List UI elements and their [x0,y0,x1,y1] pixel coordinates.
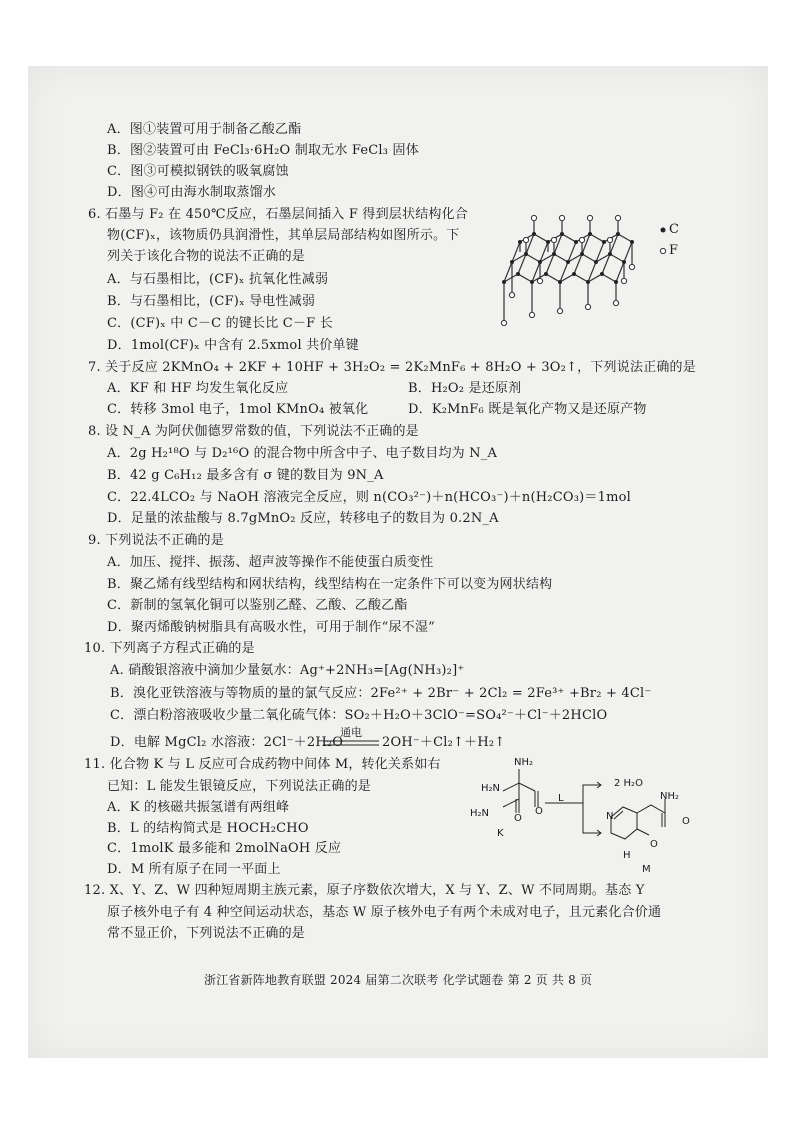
q5-option-b: B．图②装置可由 FeCl₃·6H₂O 制取无水 FeCl₃ 固体 [107,143,419,158]
k-nh2-top-label: NH₂ [514,757,534,768]
q6-option-a: A．与石墨相比，(CF)ₓ 抗氧化性减弱 [107,272,329,287]
q7-option-a: A．KF 和 HF 均发生氧化反应 [107,381,289,396]
k-o-right-label: O [535,806,543,817]
q6-stem-line1: 6. 石墨与 F₂ 在 450℃反应，石墨层间插入 F 得到层状结构化合 [88,207,469,222]
q10-option-d-left: D．电解 MgCl₂ 水溶液：2Cl⁻＋2H₂O [110,735,344,750]
q6-stem-line3: 列关于该化合物的说法不正确的是 [107,249,306,264]
q9-option-a: A．加压、搅拌、振荡、超声波等操作不能使蛋白质变性 [107,555,434,570]
q11-option-d: D．M 所有原子在同一平面上 [107,862,281,877]
q9-stem: 9. 下列说法不正确的是 [88,533,224,548]
q11-option-c: C．1molK 最多能和 2molNaOH 反应 [107,841,342,856]
q10-option-b: B．溴化亚铁溶液与等物质的量的氯气反应：2Fe²⁺ + 2Br⁻ + 2Cl₂ = 2Fe³⁺ +Br₂ + 4Cl⁻ [110,686,652,701]
k-h2n-bottom-label: H₂N [470,808,490,819]
q6-option-c: C．(CF)ₓ 中 C－C 的键长比 C－F 长 [107,316,333,331]
q6-stem-line2: 物(CF)ₓ，该物质仍具润滑性，其单层局部结构如图所示。下 [107,228,460,243]
q7-option-d: D．K₂MnF₆ 既是氧化产物又是还原产物 [408,402,647,417]
q9-option-b: B．聚乙烯有线型结构和网状结构，线型结构在一定条件下可以变为网状结构 [107,577,553,592]
q10-option-c: C．漂白粉溶液吸收少量二氧化硫气体：SO₂＋H₂O＋3ClO⁻=SO₄²⁻＋Cl⁻＋2HClO [110,708,608,723]
q7-option-b: B．H₂O₂ 是还原剂 [408,381,522,396]
q10-option-a: A. 硝酸银溶液中滴加少量氨水：Ag⁺+2NH₃=[Ag(NH₃)₂]⁺ [110,663,465,678]
q8-stem: 8. 设 N_A 为阿伏伽德罗常数的值，下列说法不正确的是 [88,424,419,439]
q5-option-c: C．图③可模拟钢铁的吸氧腐蚀 [107,164,289,179]
q7-stem: 7. 关于反应 2KMnO₄ + 2KF + 10HF + 3H₂O₂ = 2K₂MnF₆ + 8H₂O + 3O₂↑，下列说法正确的是 [88,360,696,375]
q11-option-b: B．L 的结构简式是 HOCH₂CHO [107,821,309,836]
q6-option-b: B．与石墨相比，(CF)ₓ 导电性减弱 [107,294,316,309]
legend-carbon-dot-icon [659,226,667,234]
q7-option-c: C．转移 3mol 电子，1mol KMnO₄ 被氧化 [107,402,369,417]
q5-option-d: D．图④可由海水制取蒸馏水 [107,185,277,200]
q8-option-a: A．2g H₂¹⁸O 与 D₂¹⁶O 的混合物中所含中子、电子数目均为 N_A [107,446,498,461]
legend-fluorine-circle-icon [659,247,667,255]
q12-stem-line3: 常不显正价，下列说法不正确的是 [107,926,306,941]
q11-stem-line1: 11. 化合物 K 与 L 反应可合成药物中间体 M，转化关系如右 [84,757,441,772]
q10-option-d-right: 2OH⁻＋Cl₂↑＋H₂↑ [382,735,506,750]
k-o-bottom-label: O [514,813,522,824]
q12-stem-line2: 原子核外电子有 4 种空间运动状态，基态 W 原子核外电子有两个未成对电子，且元素化合价通 [107,905,662,920]
legend-fluorine-label: F [669,243,679,258]
compound-k-label: K [497,828,504,839]
q9-option-d: D．聚丙烯酸钠树脂具有高吸水性，可用于制作“尿不湿” [107,620,435,635]
q10-stem: 10. 下列离子方程式正确的是 [84,641,255,656]
q8-option-b: B．42 g C₆H₁₂ 最多含有 σ 键的数目为 9N_A [107,468,384,483]
q5-option-a: A．图①装置可用于制备乙酸乙酯 [107,122,302,137]
cf-layer-structure-figure [490,212,650,337]
reagent-l-label: L [558,793,564,804]
q8-option-d: D．足量的浓盐酸与 8.7gMnO₂ 反应，转移电子的数目为 0.2N_A [107,511,499,526]
q9-option-c: C．新制的氢氧化铜可以鉴别乙醛、乙酸、乙酸乙酯 [107,598,408,613]
q10-equals-sign [323,740,379,746]
page-footer: 浙江省新阵地教育联盟 2024 届第二次联考 化学试题卷 第 2 页 共 8 页 [204,973,593,987]
m-ring-n-label: N [606,811,614,822]
q10-electrolysis-condition: 通电 [340,726,362,739]
legend-carbon-label: C [669,222,680,237]
byproduct-water-label: 2 H₂O [614,778,643,789]
q8-option-c: C．22.4LCO₂ 与 NaOH 溶液完全反应，则 n(CO₃²⁻)＋n(HCO₃⁻)＋n(H₂CO₃)＝1mol [107,490,631,505]
q12-stem-line1: 12. X、Y、Z、W 四种短周期主族元素，原子序数依次增大，X 与 Y、Z、W 不同周期。基态 Y [84,883,645,898]
m-ring-o-label: O [650,839,658,850]
m-nh2-label: NH₂ [660,791,680,802]
compound-m-label: M [642,864,651,875]
q11-stem-line2: 已知：L 能发生银镜反应，下列说法正确的是 [107,779,371,794]
q6-option-d: D．1mol(CF)ₓ 中含有 2.5xmol 共价单键 [107,338,359,353]
q11-option-a: A．K 的核磁共振氢谱有两组峰 [107,800,290,815]
m-amide-o-label: O [682,816,690,827]
m-ring-nh-label: H [623,850,631,861]
q11-reaction-scheme [465,755,725,875]
k-h2n-label: H₂N [481,783,501,794]
